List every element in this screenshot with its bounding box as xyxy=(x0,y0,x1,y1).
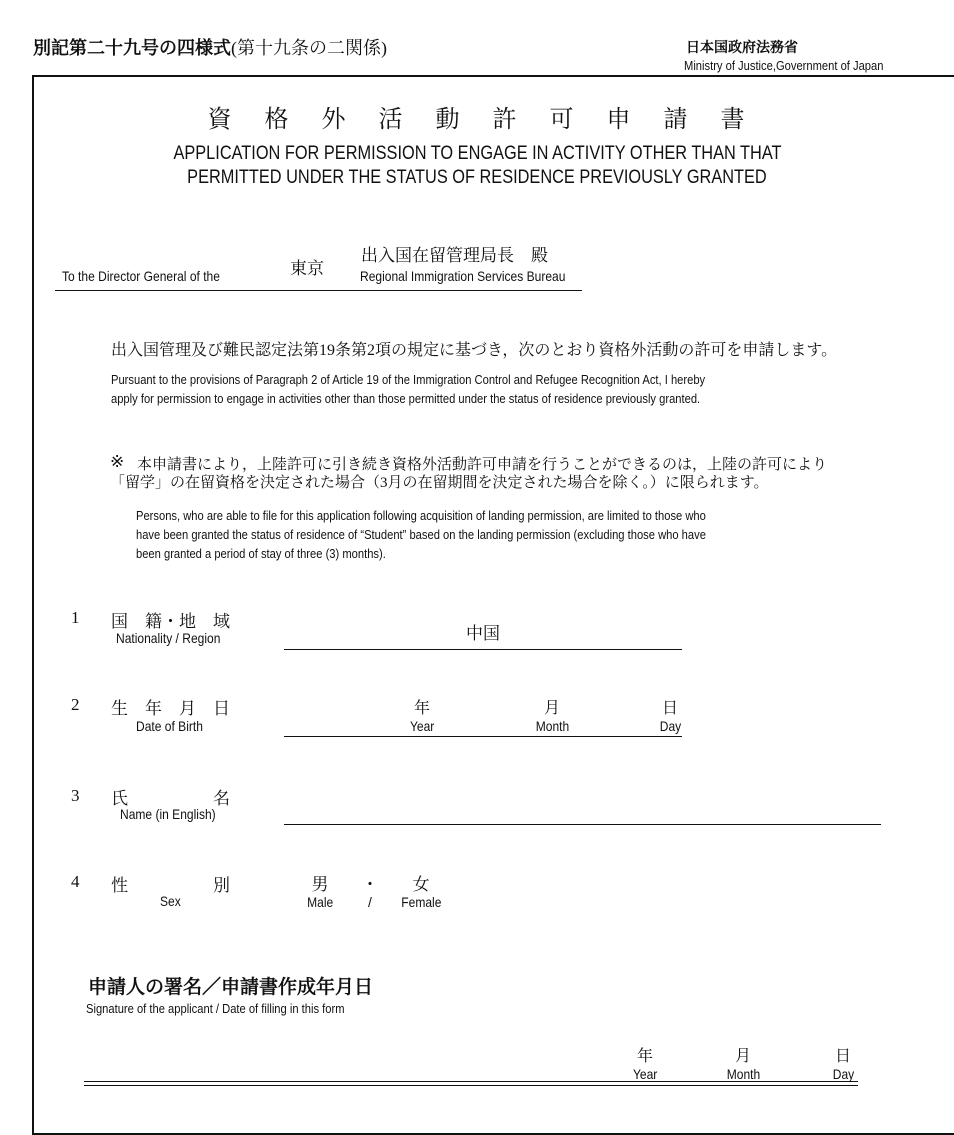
dob-day-en: Day xyxy=(659,718,681,734)
sex-separator-en: / xyxy=(368,894,372,910)
form-id-number: 別記第二十九号の四様式 xyxy=(33,38,231,58)
bureau-title-ja: 出入国在留管理局長 殿 xyxy=(361,246,548,265)
sex-label-ja-b: 別 xyxy=(213,876,230,895)
dob-day-ja: 日 xyxy=(661,700,678,717)
signature-line-lower xyxy=(84,1085,858,1086)
nationality-underline xyxy=(284,649,682,650)
name-label-en: Name (in English) xyxy=(120,806,216,822)
dob-label-ja: 生 年 月 日 xyxy=(111,699,230,718)
title-char: 動 xyxy=(435,107,460,133)
name-label-ja-b: 名 xyxy=(213,789,230,808)
sex-female-option-en[interactable]: Female xyxy=(400,894,442,910)
title-en-line1: APPLICATION FOR PERMISSION TO ENGAGE IN ACTIVITY OTHER THAN THAT xyxy=(172,143,782,164)
statement-en-line2: apply for permission to engage in activities other than those permitted under the status of residence previously granted. xyxy=(111,391,701,406)
sign-day-ja: 日 xyxy=(834,1048,851,1065)
name-label-ja-a: 氏 xyxy=(111,789,128,808)
sign-month-ja: 月 xyxy=(734,1048,751,1065)
name-input[interactable] xyxy=(284,800,880,822)
statement-en-line1: Pursuant to the provisions of Paragraph 2 of Article 19 of the Immigration Control and Refugee Recognition Act, I hereby xyxy=(111,372,706,387)
sign-year-en: Year xyxy=(632,1066,658,1082)
note-en-line3: been granted a period of stay of three (3) months). xyxy=(136,546,386,561)
title-char: 活 xyxy=(378,107,403,133)
sign-month-en: Month xyxy=(726,1066,760,1082)
title-char: 許 xyxy=(492,107,517,133)
dob-year-en: Year xyxy=(409,718,435,734)
nationality-input[interactable]: 中国 xyxy=(466,624,500,643)
title-ja xyxy=(191,99,761,134)
title-en-line2: PERMITTED UNDER THE STATUS OF RESIDENCE PREVIOUSLY GRANTED xyxy=(187,167,767,188)
addressee-underline xyxy=(55,290,582,291)
sign-day-en: Day xyxy=(832,1066,854,1082)
title-char: 可 xyxy=(549,107,574,133)
dob-month-ja: 月 xyxy=(543,700,560,717)
ministry-en: Ministry of Justice,Government of Japan xyxy=(684,58,884,73)
ministry-ja: 日本国政府法務省 xyxy=(686,39,798,55)
bureau-title-en: Regional Immigration Services Bureau xyxy=(360,268,566,284)
sex-male-option-ja[interactable]: 男 xyxy=(311,875,329,894)
signature-heading-en: Signature of the applicant / Date of filling in this form xyxy=(86,1001,345,1016)
title-char: 申 xyxy=(606,107,631,133)
note-ja-line2: 「留学」の在留資格を決定された場合（3月の在留期間を決定された場合を除く。）に限られます。 xyxy=(110,475,769,491)
form-article: (第十九条の二関係) xyxy=(231,38,387,58)
form-id xyxy=(33,34,387,60)
dob-label-en: Date of Birth xyxy=(136,718,203,734)
title-char: 書 xyxy=(720,107,745,133)
field-number-2: 2 xyxy=(71,695,80,714)
sex-label-en: Sex xyxy=(160,893,181,909)
name-underline xyxy=(284,824,881,825)
note-mark: ※ xyxy=(110,452,125,471)
sex-label-ja-a: 性 xyxy=(111,876,128,895)
field-number-4: 4 xyxy=(71,872,80,891)
nationality-label-ja: 国 籍・地 域 xyxy=(111,612,230,631)
field-number-1: 1 xyxy=(71,608,80,627)
sex-female-option-ja[interactable]: 女 xyxy=(412,875,430,894)
dob-input-underline[interactable] xyxy=(284,736,682,737)
dob-month-en: Month xyxy=(535,718,569,734)
dob-year-ja: 年 xyxy=(413,700,430,717)
statement-ja: 出入国管理及び難民認定法第19条第2項の規定に基づき，次のとおり資格外活動の許可を申請します。 xyxy=(111,342,838,359)
signature-line-upper[interactable] xyxy=(84,1081,858,1082)
title-char: 請 xyxy=(663,107,688,133)
addressee-prefix: To the Director General of the xyxy=(62,268,220,284)
sign-year-ja: 年 xyxy=(636,1048,653,1065)
sex-male-option-en[interactable]: Male xyxy=(306,894,334,910)
note-ja-line1: 本申請書により，上陸許可に引き続き資格外活動許可申請を行うことができるのは，上陸の許可により xyxy=(137,457,828,473)
title-char: 外 xyxy=(321,107,346,133)
note-en-line1: Persons, who are able to file for this application following acquisition of landing permission, are limited to those who xyxy=(136,508,706,523)
nationality-label-en: Nationality / Region xyxy=(116,630,221,646)
title-char: 格 xyxy=(264,107,289,133)
sex-separator-ja: ・ xyxy=(361,875,379,894)
bureau-name-input[interactable]: 東京 xyxy=(290,259,324,278)
signature-heading-ja: 申請人の署名／申請書作成年月日 xyxy=(88,977,374,998)
title-char: 資 xyxy=(207,107,232,133)
note-en-line2: have been granted the status of residence of “Student” based on the landing permission (excluding those who have xyxy=(136,527,706,542)
field-number-3: 3 xyxy=(71,786,80,805)
